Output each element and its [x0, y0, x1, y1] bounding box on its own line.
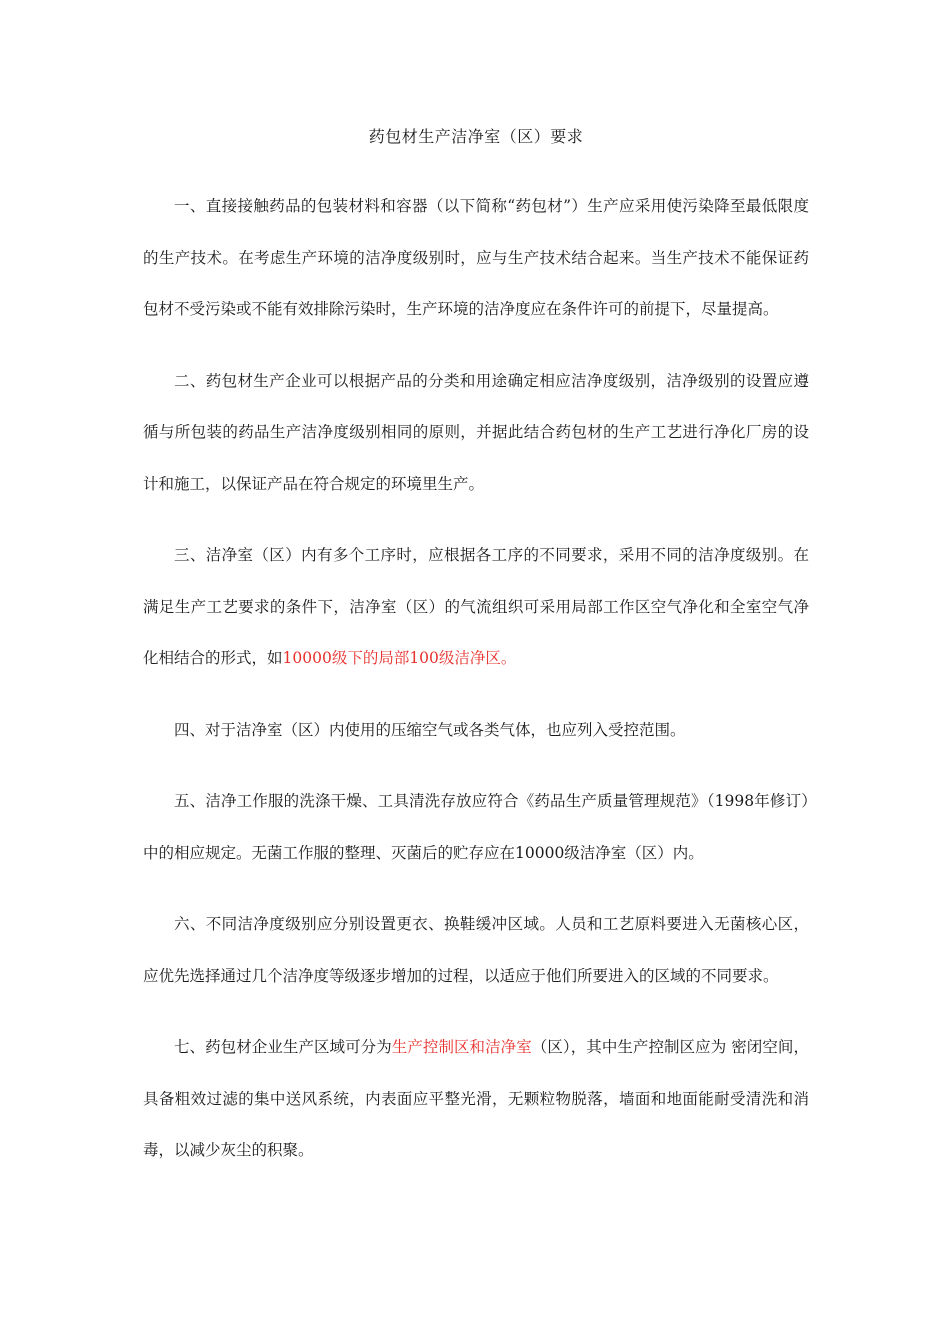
paragraph-3-text: 三、洁净室（区）内有多个工序时，应根据各工序的不同要求，采用不同的洁净度级别。在满足生产工艺要求的条件下，洁净室（区）的气流组织可采用局部工作区空气净化和全室空气净化相结合的形式，如: [143, 546, 809, 667]
document-page: [143, 118, 809, 1197]
paragraph-5: 五、洁净工作服的洗涤干燥、工具清洗存放应符合《药品生产质量管理规范》（1998年修订）中的相应规定。无菌工作服的整理、灭菌后的贮存应在10000级洁净室（区）内。: [143, 792, 809, 862]
paragraph-3-highlight: 10000级下的局部100级洁净区。: [282, 649, 517, 667]
paragraph-7-text-after: （区），其中生产控制区应为 密闭空间，具备粗效过滤的集中送风系统，内表面应平整光滑，无颗粒物脱落，墙面和地面能耐受清洗和消毒，以减少灰尘的积聚。: [143, 1038, 809, 1159]
paragraph-7-highlight: 生产控制区和洁净室: [391, 1038, 532, 1056]
document-title: 药包材生产洁净室（区）要求: [368, 127, 584, 146]
paragraph-3: [143, 530, 809, 685]
paragraph-7-text-before: 七、药包材企业生产区域可分为: [174, 1038, 392, 1056]
paragraph-2: 二、药包材生产企业可以根据产品的分类和用途确定相应洁净度级别，洁净级别的设置应遵循与所包装的药品生产洁净度级别相同的原则，并据此结合药包材的生产工艺进行净化厂房的设计和施工，以保证产品在符合规定的环境里生产。: [143, 371, 809, 493]
paragraph-4: 四、对于洁净室（区）内使用的压缩空气或各类气体，也应列入受控范围。: [174, 720, 686, 739]
paragraph-6: 六、不同洁净度级别应分别设置更衣、换鞋缓冲区域。人员和工艺原料要进入无菌核心区，应优先选择通过几个洁净度等级逐步增加的过程，以适应于他们所要进入的区域的不同要求。: [143, 915, 809, 985]
paragraph-1: 一、直接接触药品的包装材料和容器（以下简称“药包材”）生产应采用使污染降至最低限度的生产技术。在考虑生产环境的洁净度级别时，应与生产技术结合起来。当生产技术不能保证药包材不受污染或不能有效排除污染时，生产环境的洁净度应在条件许可的前提下，尽量提高。: [143, 197, 809, 318]
paragraph-7: [143, 1022, 809, 1177]
